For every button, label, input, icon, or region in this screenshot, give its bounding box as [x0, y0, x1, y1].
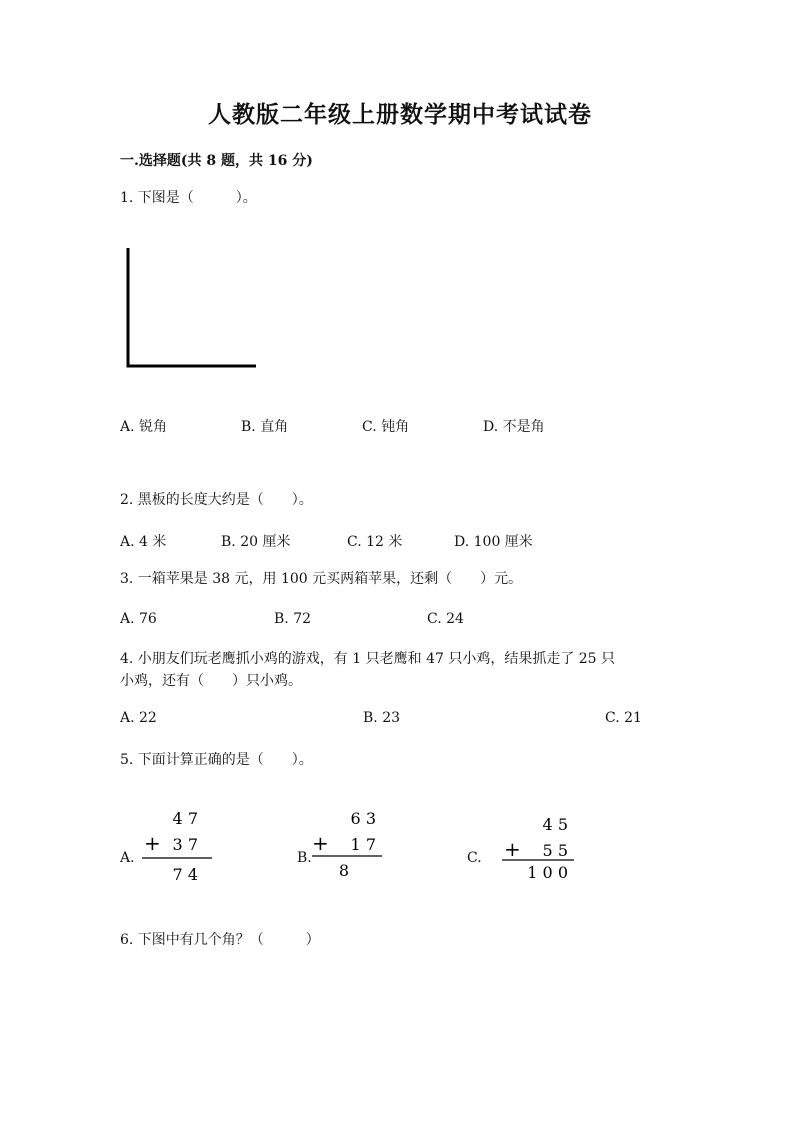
calc-a-op: +	[144, 831, 161, 855]
question-3-option-a: A. 76	[120, 611, 157, 627]
calc-c-result: 1 0 0	[527, 863, 568, 882]
calc-a-bottom: 3 7	[172, 835, 198, 854]
question-3-option-c: C. 24	[427, 611, 464, 627]
question-1-option-c: C. 钝角	[362, 419, 410, 435]
question-2-option-d: D. 100 厘米	[454, 534, 533, 550]
question-2-option-c: C. 12 米	[347, 534, 403, 550]
angle-figure	[120, 242, 270, 372]
calc-c-op: +	[504, 837, 521, 861]
calc-c-bottom: 5 5	[542, 841, 568, 860]
question-2-stem: 2. 黑板的长度大约是（ ）。	[120, 492, 313, 508]
question-1-option-d: D. 不是角	[483, 419, 545, 435]
question-4-option-b: B. 23	[363, 710, 401, 726]
question-5-stem: 5. 下面计算正确的是（ ）。	[120, 752, 313, 768]
calc-c-top: 4 5	[542, 815, 568, 834]
calc-a-top: 4 7	[172, 809, 198, 828]
question-5-option-a-calc	[138, 806, 218, 886]
section-heading: 一.选择题(共 8 题，共 16 分)	[120, 153, 313, 169]
question-6-stem: 6. 下图中有几个角？（ ）	[120, 932, 320, 948]
question-1-option-b: B. 直角	[241, 419, 289, 435]
calc-b-op: +	[312, 831, 329, 855]
question-4-stem-line2: 小鸡，还有（ ）只小鸡。	[120, 673, 302, 689]
calc-b-result: 8	[338, 861, 350, 880]
question-3-stem: 3. 一箱苹果是 38 元，用 100 元买两箱苹果，还剩（ ）元。	[120, 571, 523, 587]
calc-b-top: 6 3	[350, 809, 376, 828]
question-2-option-a: A. 4 米	[120, 534, 167, 550]
question-5-option-b-label: B.	[297, 850, 312, 866]
angle-figure-lines	[128, 248, 256, 366]
question-4-stem-line1: 4. 小朋友们玩老鹰抓小鸡的游戏，有 1 只老鹰和 47 只小鸡，结果抓走了 25 只	[120, 651, 616, 667]
question-5-option-c-calc	[500, 812, 580, 892]
calc-a-result: 7 4	[172, 865, 198, 884]
question-5-option-b-calc	[310, 806, 390, 886]
question-3-option-b: B. 72	[274, 611, 312, 627]
question-4-option-c: C. 21	[605, 710, 642, 726]
page-title: 人教版二年级上册数学期中考试试卷	[208, 101, 592, 128]
question-5-option-c-label: C.	[467, 850, 482, 866]
question-4-option-a: A. 22	[120, 710, 157, 726]
question-1-option-a: A. 锐角	[120, 419, 168, 435]
calc-b-bottom: 1 7	[350, 835, 376, 854]
question-2-option-b: B. 20 厘米	[221, 534, 291, 550]
question-1-stem: 1. 下图是（ ）。	[120, 190, 257, 206]
question-5-option-a-label: A.	[120, 850, 135, 866]
